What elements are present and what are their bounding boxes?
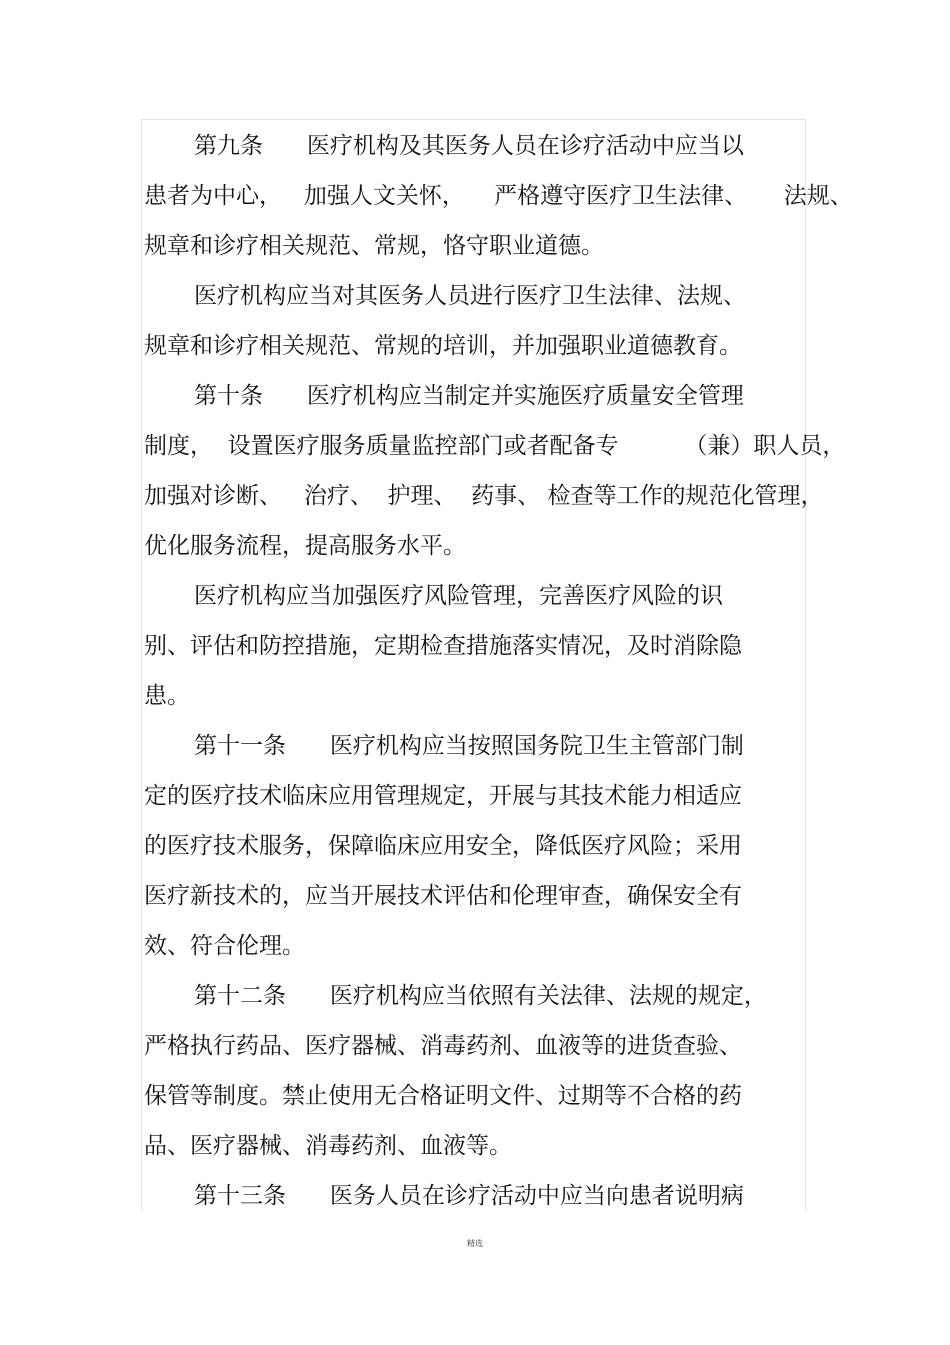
text-line: 定的医疗技术临床应用管理规定，开展与其技术能力相适应: [144, 783, 742, 809]
article-10-heading-line: 第十条 医疗机构应当制定并实施医疗质量安全管理: [194, 383, 744, 409]
paragraph-start-line: 医疗机构应当加强医疗风险管理，完善医疗风险的识: [194, 583, 723, 609]
text-line: 的医疗技术服务，保障临床应用安全，降低医疗风险；采用: [144, 833, 742, 859]
text-line: 效、符合伦理。: [144, 933, 305, 959]
article-12-heading-line: 第十二条 医疗机构应当依照有关法律、法规的规定，: [194, 983, 767, 1009]
text-line: 别、评估和防控措施，定期检查措施落实情况，及时消除隐: [144, 633, 742, 659]
article-13-heading-line: 第十三条 医务人员在诊疗活动中应当向患者说明病: [194, 1183, 744, 1209]
text-line: 规章和诊疗相关规范、常规的培训，并加强职业道德教育。: [144, 333, 742, 359]
text-line: 保管等制度。禁止使用无合格证明文件、过期等不合格的药: [144, 1083, 742, 1109]
paragraph-start-line: 医疗机构应当对其医务人员进行医疗卫生法律、法规、: [194, 283, 746, 309]
text-line: 患。: [144, 683, 190, 709]
text-line: 严格执行药品、医疗器械、消毒药剂、血液等的进货查验、: [144, 1033, 742, 1059]
article-9-heading-line: 第九条 医疗机构及其医务人员在诊疗活动中应当以: [194, 133, 744, 159]
text-line: 品、医疗器械、消毒药剂、血液等。: [144, 1133, 512, 1159]
text-line: 患者为中心， 加强人文关怀， 严格遵守医疗卫生法律、 法规、: [144, 183, 853, 209]
text-line: 加强对诊断、 治疗、 护理、 药事、 检查等工作的规范化管理，: [144, 483, 824, 509]
text-line: 制度， 设置医疗服务质量监控部门或者配备专 （兼）职人员，: [144, 433, 846, 459]
text-line: 医疗新技术的，应当开展技术评估和伦理审查，确保安全有: [144, 883, 742, 909]
article-11-heading-line: 第十一条 医疗机构应当按照国务院卫生主管部门制: [194, 733, 744, 759]
text-line: 规章和诊疗相关规范、常规，恪守职业道德。: [144, 233, 604, 259]
footer-label: 精选: [467, 1239, 483, 1248]
text-line: 优化服务流程，提高服务水平。: [144, 533, 466, 559]
